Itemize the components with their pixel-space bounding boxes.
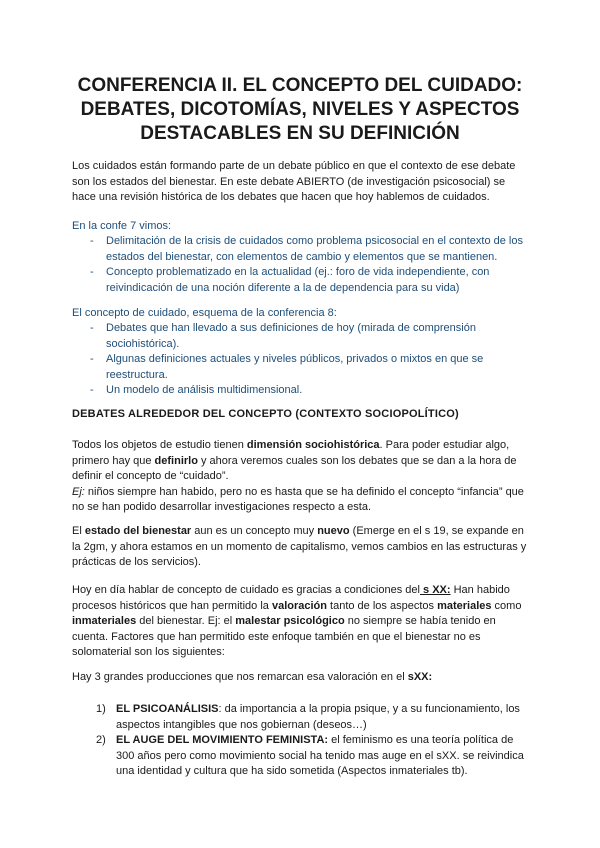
dash-bullet: - <box>90 353 94 365</box>
conf7-list <box>72 234 532 296</box>
numbered-list <box>96 702 532 780</box>
list-item: - Concepto problematizado en la actualidad (ej.: foro de vida independiente, con reivindicación de una noción diferente a la de dependencia para su vida) <box>90 266 490 294</box>
conf7-label: En la confe 7 vimos: <box>72 220 172 232</box>
paragraph-dimension: Todos los objetos de estudio tienen dimensión sociohistórica. Para poder estudiar algo, primero hay que definirlo y ahora veremos cuales son los debates que se dan a la hora de definir el concepto de “cuidado”. Ej: niños siempre han habido, pero no es hasta que se ha definido el concepto “infancia” que no se han podido desarrollar investigaciones respecto a esta. <box>72 439 524 513</box>
intro-paragraph: Los cuidados están formando parte de un debate público en que el contexto de ese debate son los estados del bienestar. En este debate ABIERTO (de investigación psicosocial) se hace una revisión histórica de los debates que hacen que hoy hablemos de cuidados. <box>72 160 516 203</box>
list-item: - Delimitación de la crisis de cuidados como problema psicosocial en el contexto de los estados del bienestar, con elementos de cambio y elementos que se mantienen. <box>90 235 523 263</box>
list-item: - Debates que han llevado a sus definiciones de hoy (mirada de comprensión sociohistórica). <box>90 322 476 350</box>
paragraph-sxx: Hoy en día hablar de concepto de cuidado es gracias a condiciones del s XX: Han habido procesos históricos que han permitido la valoración tanto de los aspectos materiales como inmateriales del bienestar. Ej: el malestar psicológico no siempre se había tenido en cuenta. Factores que han permitido este enfoque también en que el bienestar no es solomaterial son los siguientes: <box>72 584 522 658</box>
paragraph-producciones: Hay 3 grandes producciones que nos remarcan esa valoración en el sXX: <box>72 671 433 683</box>
page-title: CONFERENCIA II. EL CONCEPTO DEL CUIDADO: DEBATES, DICOTOMÍAS, NIVELES Y ASPECTOS DESTACABLES EN SU DEFINICIÓN <box>77 75 523 144</box>
conf8-list <box>72 321 532 399</box>
list-item: - Algunas definiciones actuales y niveles públicos, privados o mixtos en que se reestructura. <box>90 353 484 381</box>
dash-bullet: - <box>90 384 94 396</box>
dash-bullet: - <box>90 266 94 278</box>
list-item: - Un modelo de análisis multidimensional. <box>72 383 532 399</box>
dash-bullet: - <box>90 235 94 247</box>
paragraph-estado-bienestar: El estado del bienestar aun es un concepto muy nuevo (Emerge en el s 19, se expande en la 2gm, y ahora estamos en un momento de capitalismo, vemos cambios en las estructuras y prácticas de los servicios). <box>72 525 527 568</box>
section-heading: DEBATES ALREDEDOR DEL CONCEPTO (CONTEXTO SOCIOPOLÍTICO) <box>72 408 459 420</box>
list-item: 2) EL AUGE DEL MOVIMIENTO FEMINISTA: el feminismo es una teoría política de 300 años pero como movimiento social ha tenido mas auge en el sXX. se reivindica una identidad y cultura que ha sido sometida (Aspectos inmateriales tb). <box>96 734 524 777</box>
list-item: 1) EL PSICOANÁLISIS: da importancia a la propia psique, y a su funcionamiento, los aspectos intangibles que nos gobiernan (deseos…) <box>96 703 520 731</box>
dash-bullet: - <box>90 322 94 334</box>
conf8-label: El concepto de cuidado, esquema de la conferencia 8: <box>72 307 337 319</box>
